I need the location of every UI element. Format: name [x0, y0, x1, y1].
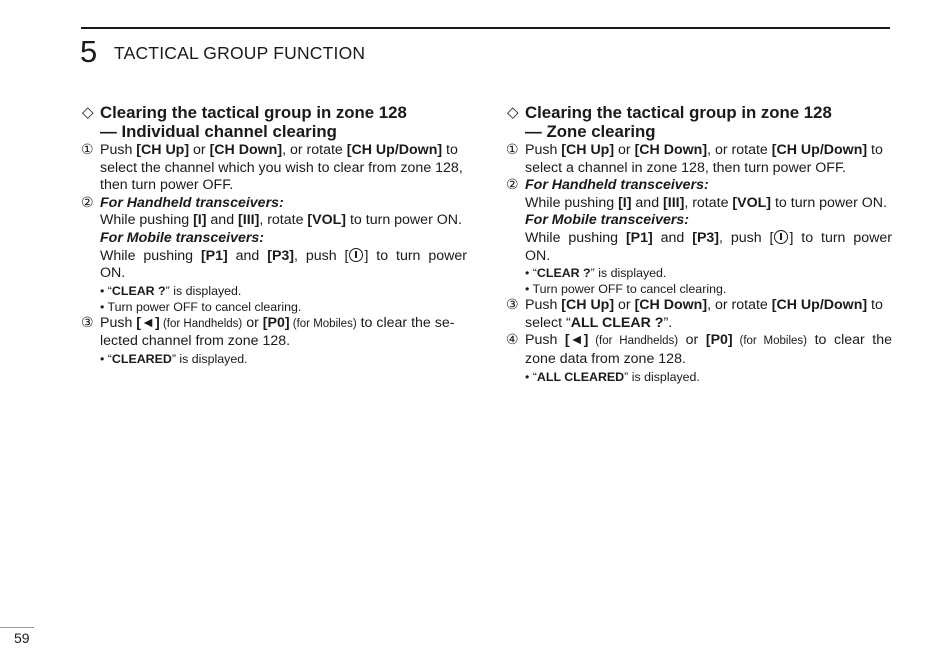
step-4: ④ Push [◄] (for Handhelds) or [P0] (for Mobiles) to clear the zone data from zone 128. • “ALL CLEARED” is displayed. [506, 332, 893, 384]
chapter-number: 5 [80, 34, 98, 69]
bullet: • “CLEAR ?” is displayed. [100, 283, 242, 298]
step-number: ③ [81, 314, 94, 331]
bullet: • “ALL CLEARED” is displayed. [525, 369, 700, 384]
section-title: ◇ Clearing the tactical group in zone 128 — Zone clearing [507, 103, 832, 141]
step-number: ④ [506, 332, 519, 349]
header-rule [81, 27, 890, 29]
bullet: • Turn power OFF to cancel clearing. [525, 282, 727, 297]
mobile-heading: For Mobile transceivers: [100, 229, 264, 246]
step-number: ② [81, 194, 94, 211]
step-3: ③ Push [CH Up] or [CH Down], or rotate [CH Up/Down] to select “ALL CLEAR ?”. [506, 297, 883, 331]
step-number: ② [506, 177, 519, 194]
handheld-heading: For Handheld transceivers: [525, 177, 709, 194]
chapter-title: TACTICAL GROUP FUNCTION [114, 43, 366, 63]
step-1: ① Push [CH Up] or [CH Down], or rotate [CH Up/Down] to select the channel which you wish to clear from zone 128, then turn power OFF. [81, 142, 463, 194]
section-title: ◇ Clearing the tactical group in zone 128 — Individual channel clearing [82, 103, 407, 141]
page-number: 59 [14, 630, 30, 646]
step-1: ① Push [CH Up] or [CH Down], or rotate [CH Up/Down] to select a channel in zone 128, then turn power OFF. [506, 142, 883, 176]
section-individual-clearing [81, 103, 467, 367]
power-icon [349, 248, 363, 262]
power-icon [774, 230, 788, 244]
step-number: ① [81, 142, 94, 158]
bullet: • “CLEARED” is displayed. [100, 351, 248, 366]
handheld-heading: For Handheld transceivers: [100, 194, 284, 211]
bullet: • Turn power OFF to cancel clearing. [100, 299, 302, 314]
section-zone-clearing [506, 103, 892, 385]
step-number: ③ [506, 297, 519, 314]
step-2: ② For Handheld transceivers: While pushing [I] and [III], rotate [VOL] to turn power ON. For Mobile transceivers: While pushing [P1] and [P3], push [ ] to turn power ON. • “CLEAR ?” is displayed. • Turn power OFF to cancel clearing. [81, 194, 467, 314]
diamond-icon: ◇ [507, 104, 519, 121]
bullet: • “CLEAR ?” is displayed. [525, 266, 667, 281]
step-3: ③ Push [◄] (for Handhelds) or [P0] (for Mobiles) to clear the se- lected channel from zone 128. • “CLEARED” is displayed. [81, 315, 467, 367]
footer-rule [0, 627, 34, 628]
diamond-icon: ◇ [82, 104, 94, 121]
mobile-heading: For Mobile transceivers: [525, 212, 689, 229]
step-2: ② For Handheld transceivers: While pushing [I] and [III], rotate [VOL] to turn power ON. For Mobile transceivers: While pushing [P1] and [P3], push [ ] to turn power ON. • “CLEAR ?” is displayed. • Turn power OFF to cancel clearing. [506, 177, 892, 297]
step-number: ① [506, 142, 519, 158]
